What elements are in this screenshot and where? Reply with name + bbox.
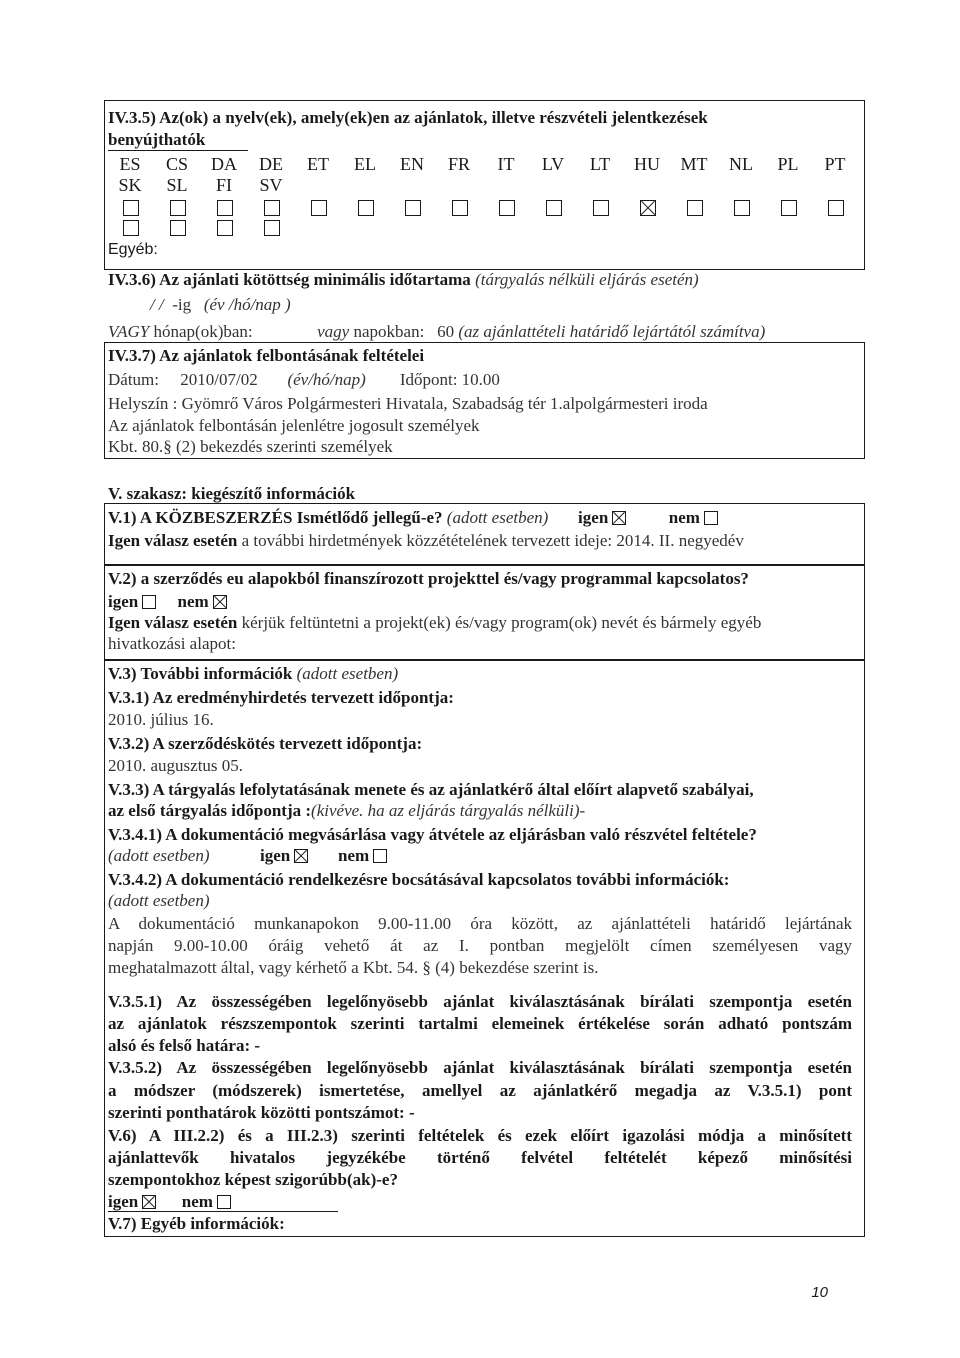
v-3-5-1-line-3: alsó és felső határa: -	[108, 1036, 261, 1055]
section-iv-3-6-title: IV.3.6) Az ajánlati kötöttség minimális időtartama (tárgyalás nélküli eljárás esetén)	[108, 270, 699, 289]
language-checkbox-el[interactable]	[358, 200, 374, 216]
v-2-detail: Igen válasz esetén kérjük feltüntetni a projekt(ek) és/vagy program(ok) nevét és bármely egyéb	[108, 613, 762, 632]
language-code-lv: LV	[541, 154, 565, 174]
language-checkbox-nl[interactable]	[734, 200, 750, 216]
language-checkbox-fi[interactable]	[217, 220, 233, 236]
language-code-hu: HU	[634, 154, 660, 174]
language-code-es: ES	[119, 154, 141, 174]
language-code-pt: PT	[824, 154, 846, 174]
v-3-5-2-line-1: V.3.5.2) Az összességében legelőnyösebb ajánlat kiválasztásának bírálati szempontja esetén	[108, 1058, 852, 1077]
opening-persons: Az ajánlatok felbontásán jelenlétre jogosult személyek	[108, 416, 480, 435]
language-checkbox-lt[interactable]	[593, 200, 609, 216]
v-3-title: V.3) További információk (adott esetben)	[108, 664, 399, 683]
v-3-4-2-title: V.3.4.2) A dokumentáció rendelkezésre bocsátásával kapcsolatos további információk:	[108, 870, 730, 889]
v-1-answer-detail: Igen válasz esetén a további hirdetmények közzétételének tervezett ideje: 2014. II. negyedév	[108, 531, 744, 550]
language-checkbox-es[interactable]	[123, 200, 139, 216]
v-2-detail-cont: hivatkozási alapot:	[108, 634, 236, 653]
language-code-mt: MT	[680, 154, 708, 174]
v-1-no-checkbox[interactable]	[704, 511, 718, 525]
v-3-4-2-text-2: napján 9.00-10.00 óráig vehető át az I. pontban megjelölt címen személyesen vagy	[108, 936, 852, 955]
language-checkbox-da[interactable]	[217, 200, 233, 216]
language-checkbox-fr[interactable]	[452, 200, 468, 216]
v-2-answer: igen nem	[108, 592, 227, 612]
v-3-5-2-line-2: a módszer (módszerek) ismertetése, amellyel az ajánlatkérő megadja az V.3.5.1) pont	[108, 1081, 852, 1100]
v-1-yes-checkbox[interactable]	[612, 511, 626, 525]
language-code-lt: LT	[589, 154, 611, 174]
v-3-4-2-text-1: A dokumentáció munkanapokon 9.00-11.00 óra között, az ajánlattételi határidő lejártának	[108, 914, 852, 933]
v-6-yes-checkbox[interactable]	[142, 1195, 156, 1209]
opening-place: Helyszín : Gyömrő Város Polgármesteri Hivatala, Szabadság tér 1.alpolgármesteri iroda	[108, 394, 708, 413]
language-code-sv: SV	[259, 175, 283, 195]
section-iv-3-7-title: IV.3.7) Az ajánlatok felbontásának feltételei	[108, 346, 425, 365]
v-3-5-2-line-3: szerinti ponthatárok közötti pontszámot: -	[108, 1103, 415, 1122]
section-iv-3-6-duration-line: VAGY hónap(ok)ban: vagy napokban: 60 (az ajánlattételi határidő lejártától számítva)	[108, 322, 766, 341]
language-code-el: EL	[354, 154, 376, 174]
language-checkbox-et[interactable]	[311, 200, 327, 216]
language-code-nl: NL	[729, 154, 753, 174]
v-6-line-2: ajánlattevők hivatalos jegyzékébe történő felvétel feltételét képező minősítési	[108, 1148, 852, 1167]
v-2-question: V.2) a szerződés eu alapokból finanszírozott projekttel és/vagy programmal kapcsolatos?	[108, 569, 749, 588]
language-checkbox-hu[interactable]	[640, 200, 656, 216]
language-code-fr: FR	[447, 154, 471, 174]
v-3-4-1-question: V.3.4.1) A dokumentáció megvásárlása vagy átvétele az eljárásban való részvétel feltétele?	[108, 825, 757, 844]
language-checkbox-pl[interactable]	[781, 200, 797, 216]
language-code-en: EN	[400, 154, 424, 174]
v-3-1-title: V.3.1) Az eredményhirdetés tervezett időpontja:	[108, 688, 454, 707]
language-checkbox-pt[interactable]	[828, 200, 844, 216]
other-language-label: Egyéb:	[108, 241, 158, 258]
language-code-sk: SK	[118, 175, 142, 195]
v-1-question: V.1) A KÖZBESZERZÉS Ismétlődő jellegű-e? (adott esetben) igen nem	[108, 508, 718, 528]
v-3-4-1-yes-checkbox[interactable]	[294, 849, 308, 863]
page-number: 10	[811, 1284, 828, 1301]
divider	[108, 150, 248, 151]
language-checkbox-mt[interactable]	[687, 200, 703, 216]
language-code-pl: PL	[777, 154, 799, 174]
v-3-5-1-line-2: az ajánlatok részszempontok szerinti tartalmi elemeinek értékelése során adható pontszám	[108, 1014, 852, 1033]
v-3-2-value: 2010. augusztus 05.	[108, 756, 244, 775]
language-code-fi: FI	[215, 175, 232, 195]
language-code-cs: CS	[165, 154, 189, 174]
language-checkbox-sl[interactable]	[170, 220, 186, 236]
section-v-title: V. szakasz: kiegészítő információk	[108, 484, 356, 503]
v-6-no-checkbox[interactable]	[217, 1195, 231, 1209]
v-3-4-2-text-3: meghatalmazott által, vagy kérhető a Kbt. 54. § (4) bekezdése szerint is.	[108, 958, 599, 977]
language-code-it: IT	[497, 154, 515, 174]
opening-persons-legal: Kbt. 80.§ (2) bekezdés szerinti személyek	[108, 437, 393, 456]
language-checkbox-cs[interactable]	[170, 200, 186, 216]
v-3-1-value: 2010. július 16.	[108, 710, 214, 729]
language-code-et: ET	[307, 154, 329, 174]
v-3-4-2-note: (adott esetben)	[108, 891, 210, 910]
section-iv-3-6-date-line: / / -ig (év /hó/nap )	[150, 295, 291, 314]
opening-date-line: Dátum: 2010/07/02 (év/hó/nap) Időpont: 10.00	[108, 370, 500, 389]
v-6-line-1: V.6) A III.2.2) és a III.2.3) szerinti feltételek és ezek előírt igazolási módja a minősített	[108, 1126, 852, 1145]
v-2-no-checkbox[interactable]	[213, 595, 227, 609]
language-code-de: DE	[259, 154, 283, 174]
v-2-yes-checkbox[interactable]	[142, 595, 156, 609]
v-3-4-1-answer: (adott esetben) igen nem	[108, 846, 387, 866]
language-checkbox-sv[interactable]	[264, 220, 280, 236]
v-3-5-1-line-1: V.3.5.1) Az összességében legelőnyösebb ajánlat kiválasztásának bírálati szempontja esetén	[108, 992, 852, 1011]
v-6-answer: igen nem	[108, 1192, 231, 1212]
divider	[108, 1211, 338, 1212]
language-checkbox-en[interactable]	[405, 200, 421, 216]
section-iv-3-5-title-cont: benyújthatók	[108, 130, 206, 149]
v-6-line-3: szempontokhoz képest szigorúbb(ak)-e?	[108, 1170, 398, 1189]
v-3-3-title: V.3.3) A tárgyalás lefolytatásának menete és az ajánlatkérő által előírt alapvető szabályai,	[108, 780, 754, 799]
language-checkbox-de[interactable]	[264, 200, 280, 216]
language-checkbox-sk[interactable]	[123, 220, 139, 236]
language-code-sl: SL	[166, 175, 188, 195]
v-3-3-title-cont: az első tárgyalás időpontja :(kivéve. ha az eljárás tárgyalás nélküli)-	[108, 801, 586, 820]
v-3-4-1-no-checkbox[interactable]	[373, 849, 387, 863]
language-checkbox-lv[interactable]	[546, 200, 562, 216]
v-7-title: V.7) Egyéb információk:	[108, 1214, 285, 1233]
language-code-da: DA	[211, 154, 237, 174]
v-3-2-title: V.3.2) A szerződéskötés tervezett időpontja:	[108, 734, 423, 753]
section-iv-3-5-title: IV.3.5) Az(ok) a nyelv(ek), amely(ek)en az ajánlatok, illetve részvételi jelentkezések	[108, 108, 708, 127]
language-checkbox-it[interactable]	[499, 200, 515, 216]
